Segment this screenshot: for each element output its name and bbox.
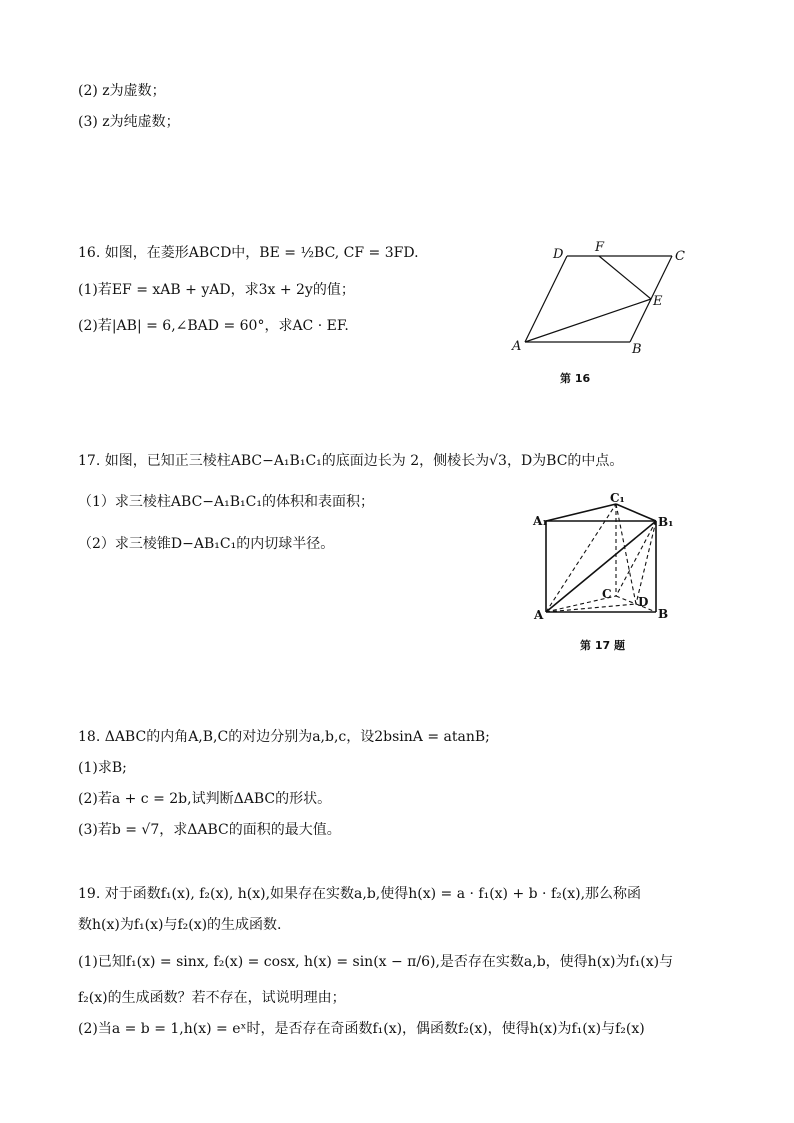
q19-part-1b: f₂(x)的生成函数？若不存在，试说明理由； xyxy=(78,990,346,1006)
seg-ad xyxy=(546,604,636,612)
edge-c1b1 xyxy=(616,504,656,521)
q19-stem: 19. 对于函数f₁(x), f₂(x), h(x),如果存在实数a,b,使得h(x) = a · f₁(x) + b · f₂(x),那么称函 xyxy=(78,886,642,902)
q16-caption: 第 16 xyxy=(560,372,591,384)
label-f: F xyxy=(595,240,605,255)
q16-part-1: (1)若EF = xAB + yAD，求3x + 2y的值； xyxy=(78,282,355,298)
item-3: (3) z为纯虚数； xyxy=(78,114,180,130)
q17-stem: 17. 如图，已知正三棱柱ABC−A₁B₁C₁的底面边长为 2，侧棱长为√3，D为BC的中点。 xyxy=(78,453,624,469)
segment-ae xyxy=(525,299,651,342)
label-c1: C₁ xyxy=(610,491,625,505)
q18-part-2: (2)若a + c = 2b,试判断ΔABC的形状。 xyxy=(78,791,332,807)
label-a: A xyxy=(512,339,522,354)
label-b1: B₁ xyxy=(658,515,674,529)
q19-part-2: (2)当a = b = 1,h(x) = eˣ时，是否存在奇函数f₁(x)，偶函数f₂(x)，使得h(x)为f₁(x)与f₂(x) xyxy=(78,1021,645,1037)
q16-stem: 16. 如图，在菱形ABCD中，BE = ½BC, CF = 3FD. xyxy=(78,245,419,261)
segment-fe xyxy=(599,256,651,299)
label-b: B xyxy=(658,607,669,621)
label-c: C xyxy=(602,587,612,601)
q17-part-1: （1）求三棱柱ABC−A₁B₁C₁的体积和表面积； xyxy=(78,494,374,510)
label-d: D xyxy=(553,247,564,262)
q19-part-1: (1)已知f₁(x) = sinx, f₂(x) = cosx, h(x) = sin(x − π/6),是否存在实数a,b，使得h(x)为f₁(x)与 xyxy=(78,954,674,970)
label-e: E xyxy=(653,294,663,309)
item-2: (2) z为虚数； xyxy=(78,83,166,99)
q19-stem-2: 数h(x)为f₁(x)与f₂(x)的生成函数. xyxy=(78,917,282,933)
label-d: D xyxy=(638,595,649,609)
label-c: C xyxy=(675,249,685,264)
q16-rhombus-figure xyxy=(505,236,705,384)
q18-part-3: (3)若b = √7，求ΔABC的面积的最大值。 xyxy=(78,822,341,838)
seg-c1d xyxy=(616,504,636,604)
q17-part-2: （2）求三棱锥D−AB₁C₁的内切球半径。 xyxy=(78,536,335,552)
label-a1: A₁ xyxy=(533,514,548,528)
q17-caption: 第 17 题 xyxy=(580,639,625,652)
q16-part-2: (2)若|AB| = 6,∠BAD = 60°，求AC · EF. xyxy=(78,318,349,334)
label-b: B xyxy=(632,342,642,357)
label-a: A xyxy=(534,608,544,622)
q17-prism-figure xyxy=(530,486,680,656)
q18-part-1: (1)求B; xyxy=(78,760,127,776)
q18-stem: 18. ΔABC的内角A,B,C的对边分别为a,b,c，设2bsinA = atanB; xyxy=(78,729,490,745)
edge-a1c1 xyxy=(546,504,616,521)
seg-b1d xyxy=(636,521,656,604)
side-da xyxy=(525,256,567,342)
